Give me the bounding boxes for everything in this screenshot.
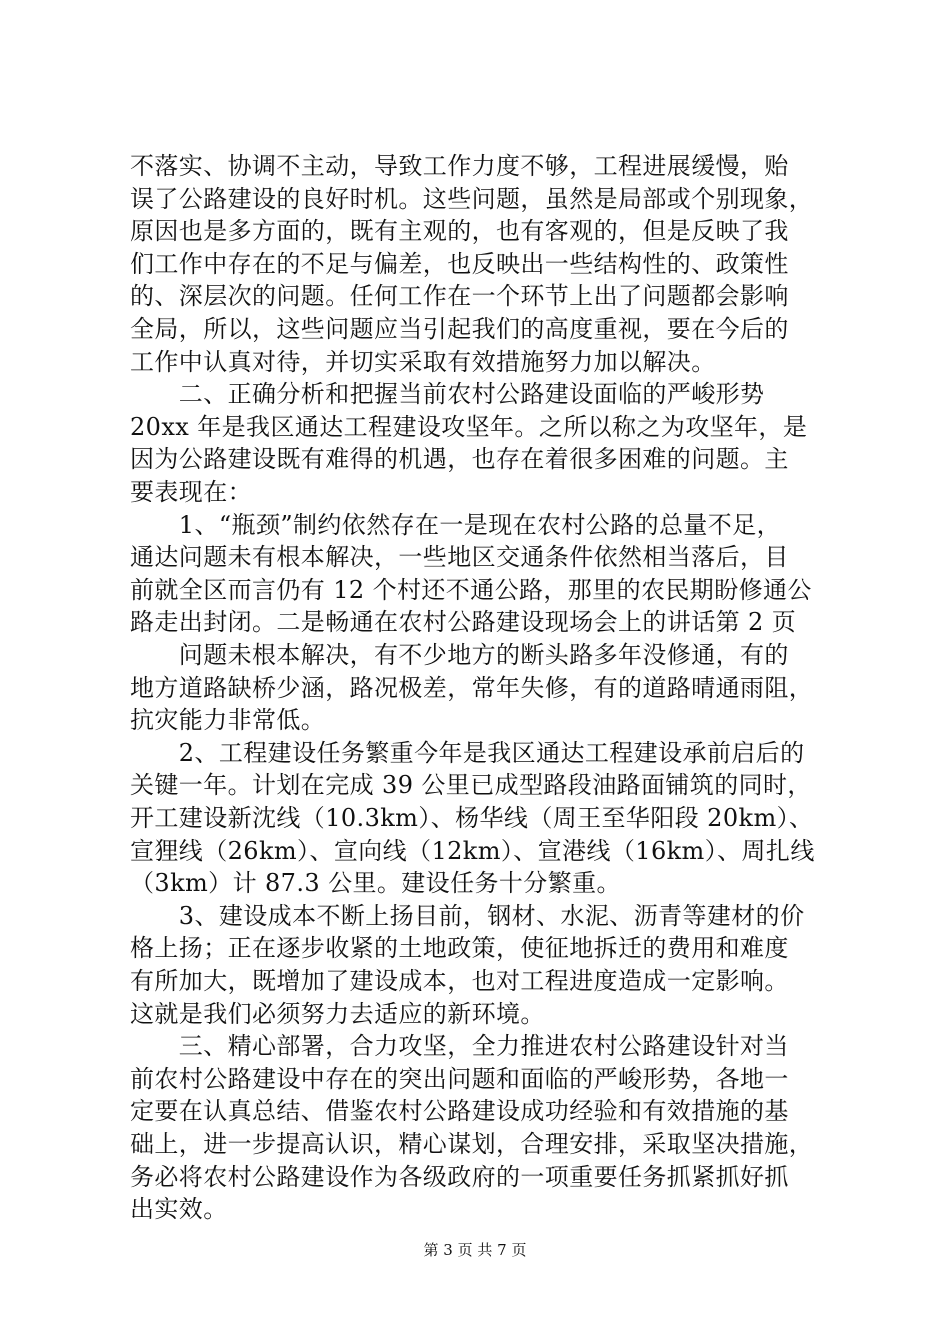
text-line: 宣狸线（26km）、宣向线（12km）、宣港线（16km）、周扎线 (130, 836, 815, 865)
text-line: 前农村公路建设中存在的突出问题和面临的严峻形势，各地一 (130, 1064, 789, 1093)
text-line: 务必将农村公路建设作为各级政府的一项重要任务抓紧抓好抓 (130, 1162, 789, 1191)
text-line: 问题未根本解决，有不少地方的断头路多年没修通，有的 (130, 641, 789, 669)
text-line: 要表现在： (130, 478, 252, 506)
text-line: 前就全区而言仍有 12 个村还不通公路，那里的农民期盼修通公 (130, 575, 812, 604)
text-line: 工作中认真对待，并切实采取有效措施努力加以解决。 (130, 347, 716, 376)
text-line: 20xx 年是我区通达工程建设攻坚年。之所以称之为攻坚年，是 (130, 412, 808, 441)
text-line: 定要在认真总结、借鉴农村公路建设成功经验和有效措施的基 (130, 1097, 789, 1126)
text-line: 抗灾能力非常低。 (130, 706, 326, 735)
text-line: 的、深层次的问题。任何工作在一个环节上出了问题都会影响 (130, 282, 789, 311)
text-line: 不落实、协调不主动，导致工作力度不够，工程进展缓慢，贻 (130, 152, 789, 180)
text-line: 三、精心部署，合力攻坚，全力推进农村公路建设针对当 (130, 1032, 789, 1061)
text-line: 原因也是多方面的，既有主观的，也有客观的，但是反映了我 (130, 217, 789, 246)
text-line: 开工建设新沈线（10.3km）、杨华线（周王至华阳段 20km）、 (130, 804, 814, 832)
text-line: （3km）计 87.3 公里。建设任务十分繁重。 (130, 869, 621, 898)
text-line: 格上扬；正在逐步收紧的土地政策，使征地拆迁的费用和难度 (130, 934, 789, 963)
text-line: 路走出封闭。二是畅通在农村公路建设现场会上的讲话第 2 页 (130, 608, 797, 637)
text-line: 全局，所以，这些问题应当引起我们的高度重视，要在今后的 (130, 315, 789, 343)
text-line: 这就是我们必须努力去适应的新环境。 (130, 999, 545, 1028)
text-line: 地方道路缺桥少涵，路况极差，常年失修，有的道路晴通雨阻， (130, 673, 814, 702)
text-line: 关键一年。计划在完成 39 公里已成型路段油路面铺筑的同时， (130, 771, 812, 800)
text-line: 二、正确分析和把握当前农村公路建设面临的严峻形势 (130, 380, 765, 409)
text-line: 因为公路建设既有难得的机遇，也存在着很多困难的问题。主 (130, 445, 789, 474)
text-line: 们工作中存在的不足与偏差，也反映出一些结构性的、政策性 (130, 249, 789, 278)
text-line: 误了公路建设的良好时机。这些问题，虽然是局部或个别现象， (130, 184, 814, 213)
text-line: 通达问题未有根本解决，一些地区交通条件依然相当落后，目 (130, 543, 789, 572)
text-line: 1、“瓶颈”制约依然存在一是现在农村公路的总量不足， (130, 510, 782, 539)
text-line: 2、工程建设任务繁重今年是我区通达工程建设承前启后的 (130, 738, 805, 767)
text-line: 础上，进一步提高认识，精心谋划，合理安排，采取坚决措施， (130, 1130, 814, 1158)
page-footer: 第 3 页 共 7 页 (423, 1241, 527, 1259)
text-line: 出实效。 (130, 1195, 228, 1224)
text-line: 有所加大，既增加了建设成本，也对工程进度造成一定影响。 (130, 967, 789, 995)
text-line: 3、建设成本不断上扬目前，钢材、水泥、沥青等建材的价 (130, 901, 805, 930)
